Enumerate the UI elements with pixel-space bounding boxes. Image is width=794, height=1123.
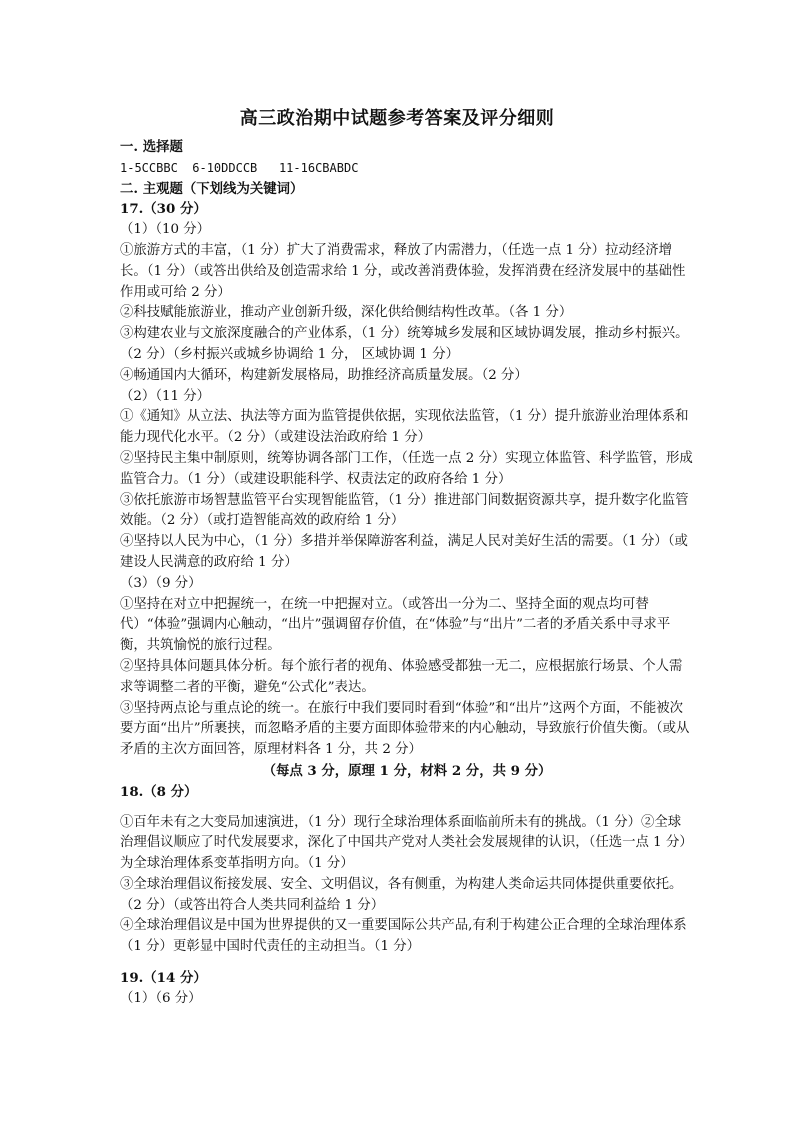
q17-part1-answer-2: ②科技赋能旅游业，推动产业创新升级，深化供给侧结构性改革。（各 1 分）	[120, 305, 573, 321]
spacer	[120, 803, 694, 813]
page-title: 高三政治期中试题参考答案及评分细则	[239, 108, 555, 129]
q17-part2-answer-2: ②坚持民主集中制原则，统筹协调各部门工作，（任选一点 2 分）实现立体监管、科学监管，形成监管合力。（1 分）（或建设职能科学、权责法定的政府各给 1 分）	[120, 450, 693, 487]
q18-answer-1: ①百年未有之大变局加速演进，（1 分）现行全球治理体系面临前所未有的挑战。（1 分）②全球治理倡议顺应了时代发展要求，深化了中国共产党对人类社会发展规律的认识，（任选一点 1 分）为全球治理体系变革指明方向。（1 分）	[120, 814, 693, 872]
q17-part1-heading: （1）（10 分）	[120, 222, 211, 238]
q17-part2-answer-3: ③依托旅游市场智慧监管平台实现智能监管，（1 分）推进部门间数据资源共享，提升数字化监管效能。（2 分）（或打造智能高效的政府给 1 分）	[120, 492, 689, 529]
q17-part3-scoring: （每点 3 分，原理 1 分，材料 2 分，共 9 分）	[262, 762, 552, 779]
q17-heading: 17.（30 分）	[120, 201, 207, 218]
q18-answer-3: ④全球治理倡议是中国为世界提供的又一重要国际公共产品,有利于构建公正合理的全球治理体系（1 分）更彰显中国时代责任的主动担当。（1 分）	[120, 918, 687, 955]
q18-answer-2: ③全球治理倡议衔接发展、安全、文明倡议，各有侧重，为构建人类命运共同体提供重要依托。（2 分）（或答出符合人类共同利益给 1 分）	[120, 876, 683, 913]
q17-part2-answer-4: ④坚持以人民为中心，（1 分）多措并举保障游客利益，满足人民对美好生活的需要。（1 分）（或建设人民满意的政府给 1 分）	[120, 534, 688, 570]
q17-part1-answer-1: ①旅游方式的丰富，（1 分）扩大了消费需求，释放了内需潜力，（任选一点 1 分）拉动经济增长。（1 分）（或答出供给及创造需求给 1 分，或改善消费体验，发挥消费在经济发展中的基础性作用或可给 2 分）	[120, 242, 686, 300]
q17-part2-answer-1: ①《通知》从立法、执法等方面为监管提供依据，实现依法监管，（1 分）提升旅游业治理体系和能力现代化水平。（2 分）（或建设法治政府给 1 分）	[120, 409, 689, 446]
q17-part3-answer-3: ③坚持两点论与重点论的统一。在旅行中我们要同时看到“体验”和“出片”这两个方面，不能被次要方面“出片”所裹挟，而忽略矛盾的主要方面即体验带来的内心触动，导致旅行价值失衡。（或从矛盾的主次方面回答，原理材料各 1 分，共 2 分）	[120, 700, 690, 758]
q19-heading: 19.（14 分）	[120, 970, 207, 987]
q17-part1-answer-3: ③构建农业与文旅深度融合的产业体系，（1 分）统筹城乡发展和区域协调发展，推动乡村振兴。（2 分）（乡村振兴或城乡协调给 1 分， 区域协调 1 分）	[120, 326, 689, 362]
q17-part2-heading: （2）（11 分）	[120, 388, 211, 404]
q17-part1-answer-4: ④畅通国内大循环，构建新发展格局，助推经济高质量发展。（2 分）	[120, 367, 528, 383]
document-body	[120, 137, 694, 1010]
spacer	[120, 958, 694, 968]
section-heading-choice: 一. 选择题	[120, 139, 183, 155]
q17-part3-answer-1: ①坚持在对立中把握统一，在统一中把握对立。（或答出一分为二、坚持全面的观点均可替代）“体验”强调内心触动，“出片”强调留存价值，在“体验”与“出片”二者的矛盾关系中寻求平衡，共筑愉悦的旅行过程。	[120, 596, 671, 654]
section-heading-subjective: 二. 主观题（下划线为关键词）	[120, 180, 304, 197]
choice-answers: 1-5CCBBC 6-10DDCCB 11-16CBABDC	[120, 160, 359, 175]
q17-part3-answer-2: ②坚持具体问题具体分析。每个旅行者的视角、体验感受都独一无二，应根据旅行场景、个人需求等调整二者的平衡，避免“公式化”表达。	[120, 658, 683, 695]
q17-part3-heading: （3）（9 分）	[120, 575, 202, 591]
q19-part1-heading: （1）（6 分）	[120, 990, 202, 1006]
q18-heading: 18.（8 分）	[120, 783, 198, 800]
